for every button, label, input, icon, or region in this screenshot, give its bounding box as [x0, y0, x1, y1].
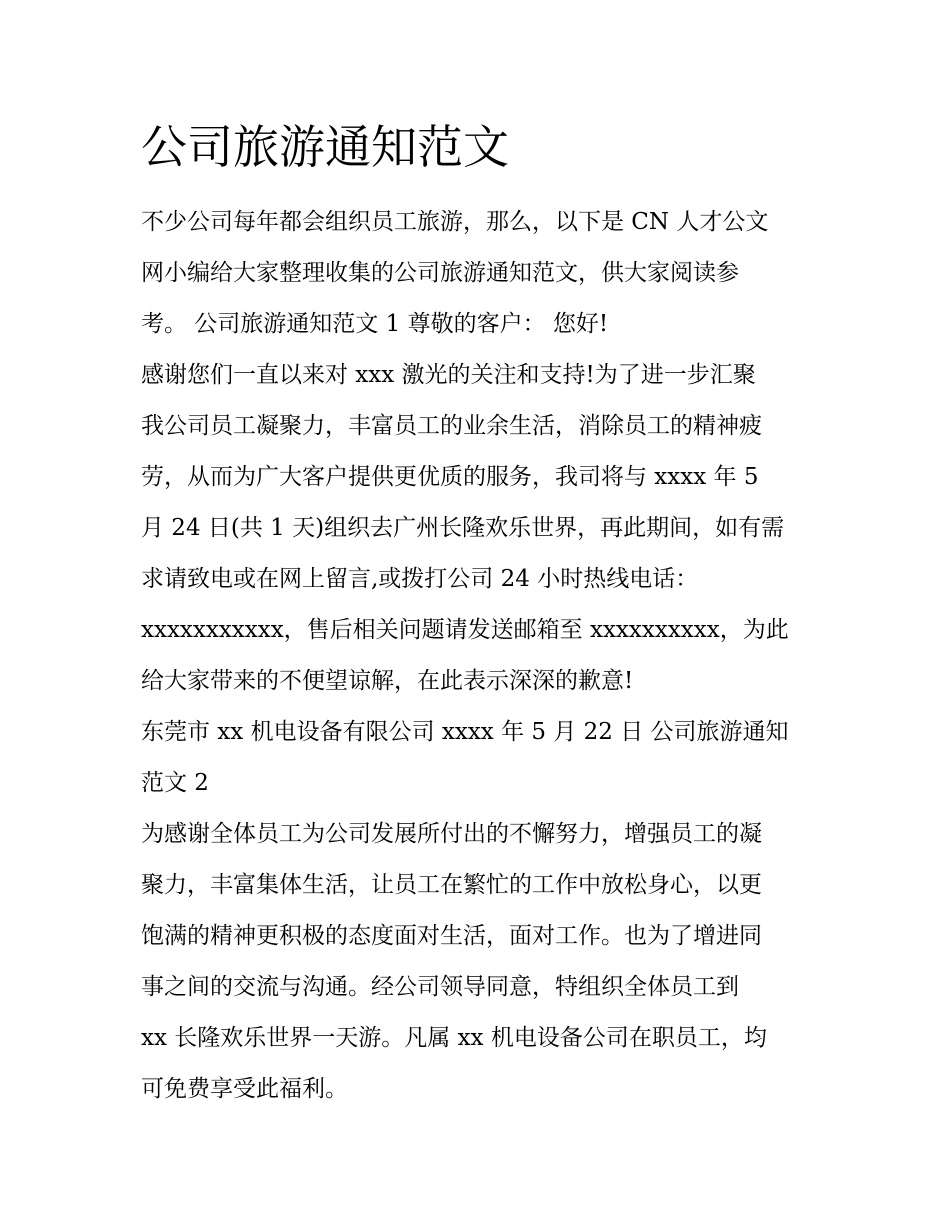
text-line: 事之间的交流与沟通。经公司领导同意，特组织全体员工到 — [141, 974, 739, 1000]
text-line: 求请致电或在网上留言,或拨打公司 24 小时热线电话： — [141, 566, 699, 592]
text-line: 东莞市 xx 机电设备有限公司 xxxx 年 5 月 22 日 公司旅游通知 — [141, 719, 789, 745]
text-line: 网小编给大家整理收集的公司旅游通知范文，供大家阅读参 — [141, 260, 739, 286]
text-line: 聚力，丰富集体生活，让员工在繁忙的工作中放松身心，以更 — [141, 872, 762, 898]
text-line: 不少公司每年都会组织员工旅游，那么，以下是 CN 人才公文 — [141, 209, 769, 235]
text-line: 劳，从而为广大客户提供更优质的服务，我司将与 xxxx 年 5 — [141, 464, 759, 490]
text-line: 饱满的精神更积极的态度面对生活，面对工作。也为了增进同 — [141, 923, 762, 949]
text-line: xxxxxxxxxxx，售后相关问题请发送邮箱至 xxxxxxxxxx，为此 — [141, 617, 789, 643]
document-title: 公司旅游通知范文 — [141, 120, 509, 174]
text-line: 感谢您们一直以来对 xxx 激光的关注和支持!为了进一步汇聚 — [141, 362, 756, 388]
text-line: 给大家带来的不便望谅解，在此表示深深的歉意! — [141, 668, 634, 694]
text-line: 为感谢全体员工为公司发展所付出的不懈努力，增强员工的凝 — [141, 821, 762, 847]
text-line: 月 24 日(共 1 天)组织去广州长隆欢乐世界，再此期间，如有需 — [141, 515, 785, 541]
text-line: xx 长隆欢乐世界一天游。凡属 xx 机电设备公司在职员工，均 — [141, 1025, 767, 1051]
text-line: 我公司员工凝聚力，丰富员工的业余生活，消除员工的精神疲 — [141, 413, 762, 439]
text-line: 范文 2 — [141, 770, 209, 796]
text-line: 可免费享受此福利。 — [141, 1076, 348, 1102]
text-line: 考。 公司旅游通知范文 1 尊敬的客户： 您好! — [141, 311, 609, 337]
